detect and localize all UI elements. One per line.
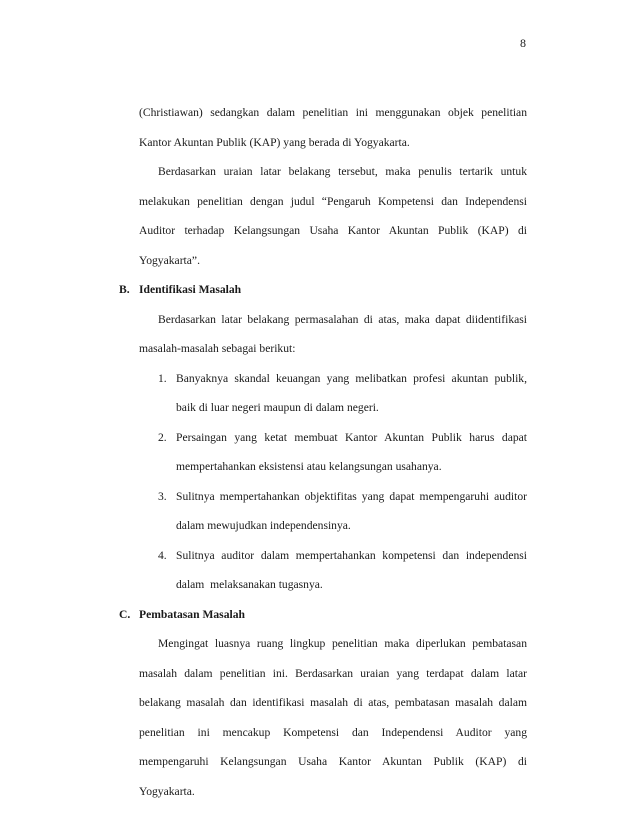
section-c-marker: C. [119,608,131,621]
section-b-title: Identifikasi Masalah [139,283,242,296]
list-item-3-number: 3. [158,490,167,503]
section-c-line-5: mempengaruhi Kelangsungan Usaha Kantor Akuntan Publik (KAP) di [139,755,527,768]
list-item-4-line-2: dalam melaksanakan tugasnya. [176,578,323,591]
list-item-3-line-1: Sulitnya mempertahankan objektifitas yang dapat mempengaruhi auditor [176,490,527,503]
list-item-2-number: 2. [158,431,167,444]
section-c-line-3: belakang masalah dan identifikasi masalah di atas, pembatasan masalah dalam [139,696,527,709]
list-item-4-number: 4. [158,549,167,562]
intro-para2-line-3: Auditor terhadap Kelangsungan Usaha Kantor Akuntan Publik (KAP) di [139,224,527,237]
list-item-2-line-2: mempertahankan eksistensi atau kelangsungan usahanya. [176,460,442,473]
list-item-1-number: 1. [158,372,167,385]
list-item-2-line-1: Persaingan yang ketat membuat Kantor Akuntan Publik harus dapat [176,431,527,444]
list-item-1-line-2: baik di luar negeri maupun di dalam negeri. [176,401,379,414]
list-item-1-line-1: Banyaknya skandal keuangan yang melibatkan profesi akuntan publik, [176,372,527,385]
intro-line-2: Kantor Akuntan Publik (KAP) yang berada di Yogyakarta. [139,136,410,149]
section-b-para-line-2: masalah-masalah sebagai berikut: [139,342,296,355]
intro-para2-line-4: Yogyakarta”. [139,254,200,267]
section-c-line-4: penelitian ini mencakup Kompetensi dan Independensi Auditor yang [139,726,527,739]
intro-line-1: (Christiawan) sedangkan dalam penelitian ini menggunakan objek penelitian [139,106,527,119]
list-item-4-line-1: Sulitnya auditor dalam mempertahankan kompetensi dan independensi [176,549,527,562]
section-c-line-6: Yogyakarta. [139,785,195,798]
section-c-line-2: masalah dalam penelitian ini. Berdasarkan uraian yang terdapat dalam latar [139,667,527,680]
section-b-para-line-1: Berdasarkan latar belakang permasalahan di atas, maka dapat diidentifikasi [158,313,527,326]
section-c-line-1: Mengingat luasnya ruang lingkup penelitian maka diperlukan pembatasan [158,637,527,650]
page-number: 8 [520,36,526,50]
intro-para2-line-1: Berdasarkan uraian latar belakang tersebut, maka penulis tertarik untuk [158,165,527,178]
section-c-title: Pembatasan Masalah [139,608,245,621]
section-b-marker: B. [119,283,130,296]
intro-para2-line-2: melakukan penelitian dengan judul “Pengaruh Kompetensi dan Independensi [139,195,527,208]
list-item-3-line-2: dalam mewujudkan independensinya. [176,519,351,532]
